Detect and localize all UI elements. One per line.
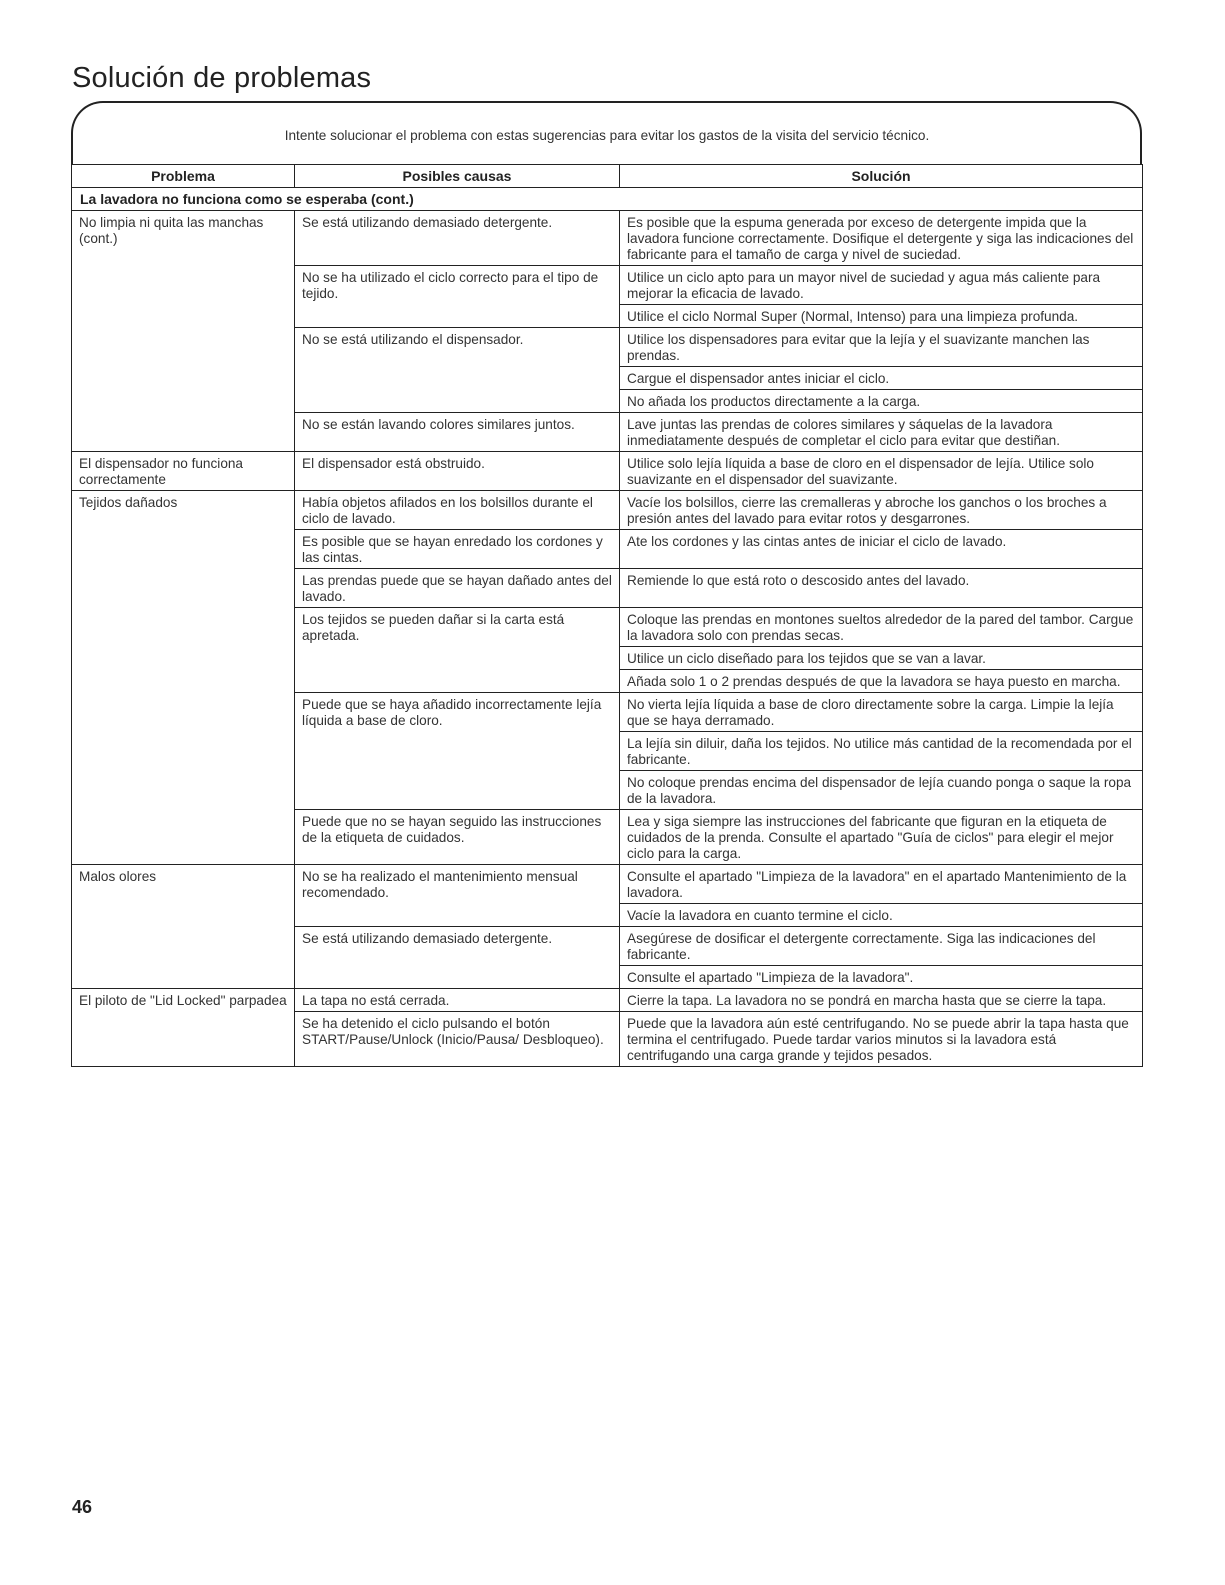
problem-cell: No limpia ni quita las manchas (cont.) [72,211,295,452]
cause-cell: Se ha detenido el ciclo pulsando el botón START/Pause/Unlock (Inicio/Pausa/ Desbloqueo). [295,1012,620,1067]
solution-cell: Coloque las prendas en montones sueltos alrededor de la pared del tambor. Cargue la lavadora solo con prendas secas. [620,608,1143,647]
cause-cell: Los tejidos se pueden dañar si la carta está apretada. [295,608,620,693]
cause-cell: Se está utilizando demasiado detergente. [295,211,620,266]
solution-cell: No añada los productos directamente a la carga. [620,390,1143,413]
problem-cell: El piloto de "Lid Locked" parpadea [72,989,295,1067]
section-title: La lavadora no funciona como se esperaba (cont.) [72,188,1143,211]
solution-cell: Consulte el apartado "Limpieza de la lavadora" en el apartado Mantenimiento de la lavadora. [620,865,1143,904]
header-solution: Solución [620,165,1143,188]
cause-cell: Es posible que se hayan enredado los cordones y las cintas. [295,530,620,569]
solution-cell: Cierre la tapa. La lavadora no se pondrá en marcha hasta que se cierre la tapa. [620,989,1143,1012]
solution-cell: No coloque prendas encima del dispensador de lejía cuando ponga o saque la ropa de la lavadora. [620,771,1143,810]
solution-cell: Añada solo 1 o 2 prendas después de que la lavadora se haya puesto en marcha. [620,670,1143,693]
solution-cell: Utilice los dispensadores para evitar que la lejía y el suavizante manchen las prendas. [620,328,1143,367]
page-number: 46 [72,1497,93,1517]
table-row [72,491,1143,530]
table-body [72,188,1143,1067]
cause-cell: No se está utilizando el dispensador. [295,328,620,413]
cause-cell: No se están lavando colores similares juntos. [295,413,620,452]
solution-cell: Utilice un ciclo diseñado para los tejidos que se van a lavar. [620,647,1143,670]
solution-cell: Vacíe los bolsillos, cierre las cremalleras y abroche los ganchos o los broches a presión antes del lavado para evitar rotos y desgarrones. [620,491,1143,530]
solution-cell: Vacíe la lavadora en cuanto termine el ciclo. [620,904,1143,927]
solution-cell: No vierta lejía líquida a base de cloro directamente sobre la carga. Limpie la lejía que se haya derramado. [620,693,1143,732]
intro-text: Intente solucionar el problema con estas sugerencias para evitar los gastos de la visita del servicio técnico. [284,128,930,143]
problem-cell: El dispensador no funciona correctamente [72,452,295,491]
cause-cell: Puede que se haya añadido incorrectamente lejía líquida a base de cloro. [295,693,620,810]
cause-cell: No se ha utilizado el ciclo correcto para el tipo de tejido. [295,266,620,328]
table-header-row [72,165,1143,188]
solution-cell: Utilice solo lejía líquida a base de cloro en el dispensador de lejía. Utilice solo suavizante en el dispensador del suavizante. [620,452,1143,491]
problem-cell: Tejidos dañados [72,491,295,865]
cause-cell: La tapa no está cerrada. [295,989,620,1012]
solution-cell: Utilice un ciclo apto para un mayor nivel de suciedad y agua más caliente para mejorar la eficacia de lavado. [620,266,1143,305]
solution-cell: Asegúrese de dosificar el detergente correctamente. Siga las indicaciones del fabricante. [620,927,1143,966]
header-problem: Problema [72,165,295,188]
table-row [72,211,1143,266]
cause-cell: Puede que no se hayan seguido las instrucciones de la etiqueta de cuidados. [295,810,620,865]
solution-cell: Remiende lo que está roto o descosido antes del lavado. [620,569,1143,608]
header-causes: Posibles causas [295,165,620,188]
solution-cell: Consulte el apartado "Limpieza de la lavadora". [620,966,1143,989]
table-row [72,452,1143,491]
cause-cell: Había objetos afilados en los bolsillos durante el ciclo de lavado. [295,491,620,530]
table-row [72,865,1143,904]
cause-cell: El dispensador está obstruido. [295,452,620,491]
solution-cell: Es posible que la espuma generada por exceso de detergente impida que la lavadora funcione correctamente. Dosifique el detergente y siga las indicaciones del fabricante para el tamaño de carga y nivel de suciedad. [620,211,1143,266]
solution-cell: Ate los cordones y las cintas antes de iniciar el ciclo de lavado. [620,530,1143,569]
solution-cell: Puede que la lavadora aún esté centrifugando. No se puede abrir la tapa hasta que termina el centrifugado. Puede tardar varios minutos si la lavadora está centrifugando una carga grande y tejidos pesados. [620,1012,1143,1067]
solution-cell: Lea y siga siempre las instrucciones del fabricante que figuran en la etiqueta de cuidados de la prenda. Consulte el apartado "Guía de ciclos" para elegir el mejor ciclo para la carga. [620,810,1143,865]
cause-cell: No se ha realizado el mantenimiento mensual recomendado. [295,865,620,927]
page-title: Solución de problemas [72,62,372,94]
cause-cell: Se está utilizando demasiado detergente. [295,927,620,989]
solution-cell: Lave juntas las prendas de colores similares y sáquelas de la lavadora inmediatamente después de completar el ciclo para evitar que destiñan. [620,413,1143,452]
solution-cell: Utilice el ciclo Normal Super (Normal, Intenso) para una limpieza profunda. [620,305,1143,328]
solution-cell: Cargue el dispensador antes iniciar el ciclo. [620,367,1143,390]
section-row [72,188,1143,211]
cause-cell: Las prendas puede que se hayan dañado antes del lavado. [295,569,620,608]
problem-cell: Malos olores [72,865,295,989]
solution-cell: La lejía sin diluir, daña los tejidos. No utilice más cantidad de la recomendada por el fabricante. [620,732,1143,771]
table-row [72,989,1143,1012]
troubleshooting-table [71,164,1143,1067]
